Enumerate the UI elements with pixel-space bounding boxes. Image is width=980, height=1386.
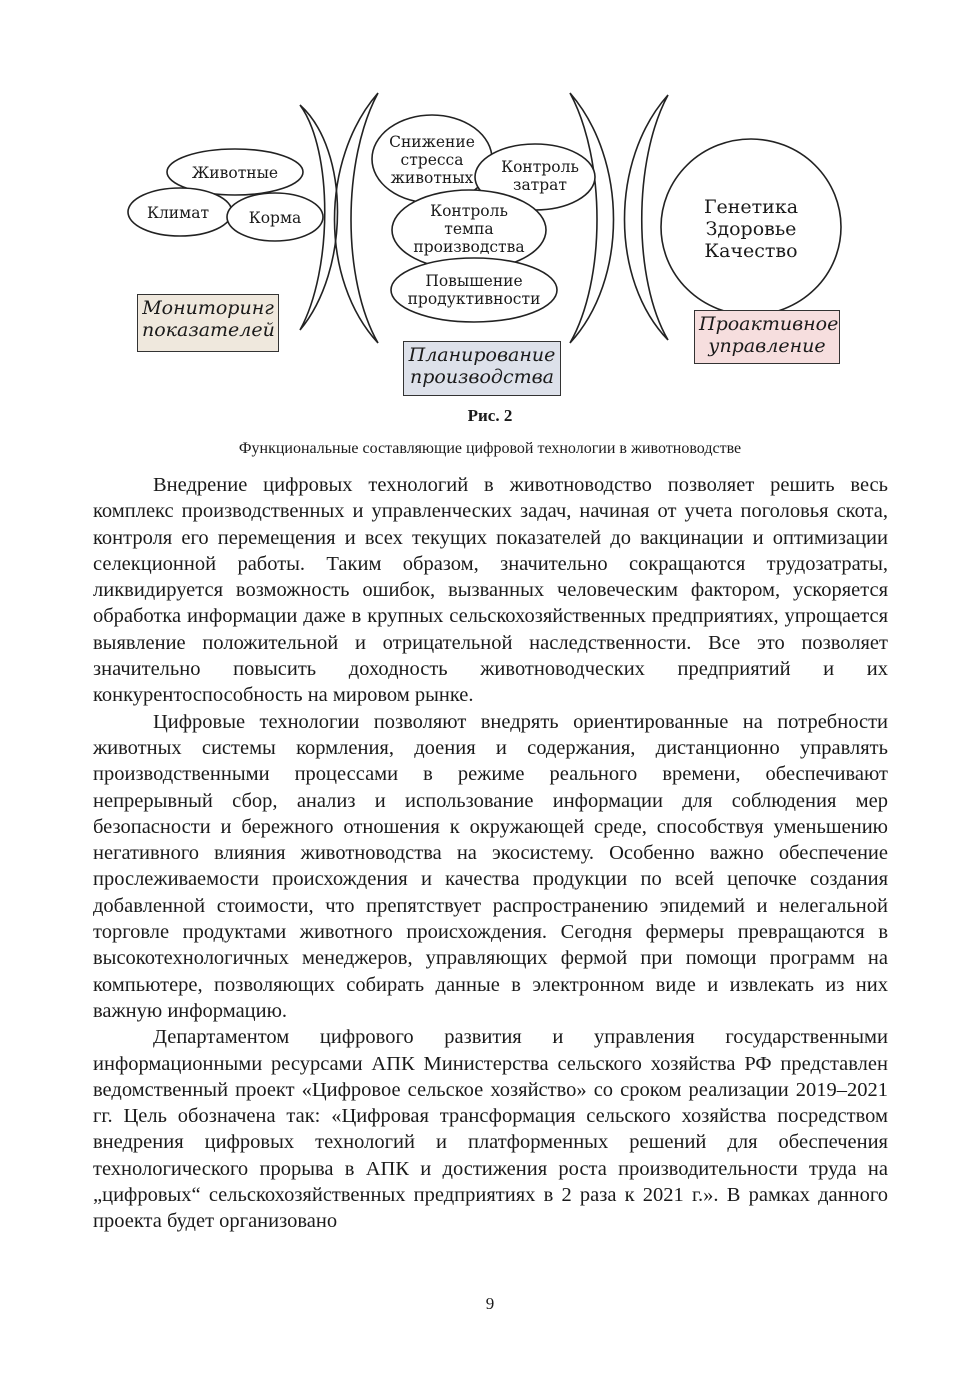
ellipse-productivity-label-2: продуктивности xyxy=(407,290,541,308)
box-monitoring xyxy=(137,294,279,352)
box-monitoring-line-2: показателей xyxy=(142,319,275,341)
box-proactive-line-1: Проактивное xyxy=(699,313,839,335)
figure-label: Рис. 2 xyxy=(467,406,513,425)
ellipse-pace-label-3: производства xyxy=(413,238,525,256)
paragraph-2: Цифровые технологии позволяют внедрять ориентированные на потребности животных системы кормления, доения и содержания, дистанционно управлять производственными процессами в режиме реального времени, обеспечивают непрерывный сбор, анализ и использование информации для соблюдения мер безопасности и бережного отношения к окружающей среде, способствуя уменьшению негативного влияния животноводства на экосистему. Особенно важно обеспечение прослеживаемости происхождения и качества продукции по всей цепочке создания добавленной стоимости, что препятствует распространению эпидемий и нелегальной торговле продуктами животного происхождения. Сегодня фермеры превращаются в высокотехнологичных менеджеров, управляющих фермой при помощи программ на компьютере, позволяющих собирать данные в электронном виде и извлекать из них важную информацию. xyxy=(93,710,888,1022)
bracket-2-right xyxy=(570,93,614,343)
box-planning xyxy=(403,341,561,396)
ellipse-pace-label-1: Контроль xyxy=(430,202,508,220)
ellipse-productivity-label-1: Повышение xyxy=(425,272,523,290)
ellipse-feed-label: Корма xyxy=(248,209,302,227)
bracket-2-left xyxy=(335,93,379,343)
box-monitoring-line-1: Мониторинг xyxy=(142,297,274,319)
circle-quality-label-3: Качество xyxy=(704,240,798,262)
ellipse-stress-label-1: Снижение xyxy=(389,133,475,151)
ellipse-animals-label: Животные xyxy=(191,164,279,182)
figure-caption: Функциональные составляющие цифровой технологии в животноводстве xyxy=(238,440,742,457)
box-planning-line-1: Планирование xyxy=(408,344,556,366)
circle-quality-label-2: Здоровье xyxy=(705,218,797,240)
ellipse-stress-label-2: стресса xyxy=(400,151,464,169)
ellipse-costs-label-1: Контроль xyxy=(501,158,579,176)
ellipse-stress-label-3: животных xyxy=(390,169,474,187)
circle-quality-label-1: Генетика xyxy=(703,196,799,218)
ellipse-climate-label: Климат xyxy=(146,204,210,222)
box-planning-line-2: производства xyxy=(409,366,555,388)
box-proactive-line-2: управление xyxy=(708,335,826,357)
box-proactive xyxy=(694,310,840,364)
paragraph-3: Департаментом цифрового развития и управления государственными информационными ресурсами АПК Министерства сельского хозяйства РФ представлен ведомственный проект «Цифровое сельское хозяйство» со сроком реализации 2019–2021 гг. Цель обозначена так: «Цифровая трансформация сельского хозяйства посредством внедрения цифровых технологий и платформенных решений для обеспечения технологического прорыва в АПК и достижения роста производительности труда на „цифровых“ сельскохозяйственных предприятиях в 2 раза к 2021 г.». В рамках данного проекта будет организовано xyxy=(93,1026,888,1233)
ellipse-costs-label-2: затрат xyxy=(512,176,568,194)
page-number: 9 xyxy=(485,1294,495,1313)
body-text xyxy=(93,472,888,1235)
paragraph-1: Внедрение цифровых технологий в животноводство позволяет решить весь комплекс производственных и управленческих задач, начиная от учета поголовья скота, контроля его перемещения и всех текущих показателей до вакцинации и оптимизации селекционной работы. Таким образом, значительно сокращаются трудозатраты, ликвидируется возможность ошибок, вызванных человеческим фактором, ускоряется обработка информации даже в крупных сельскохозяйственных предприятиях, упрощается выявление положительной и отрицательной наследственности. Все это позволяет значительно повысить доходность животноводческих предприятий и их конкурентоспособность на мировом рынке. xyxy=(93,474,888,707)
ellipse-pace-label-2: темпа xyxy=(444,220,494,238)
